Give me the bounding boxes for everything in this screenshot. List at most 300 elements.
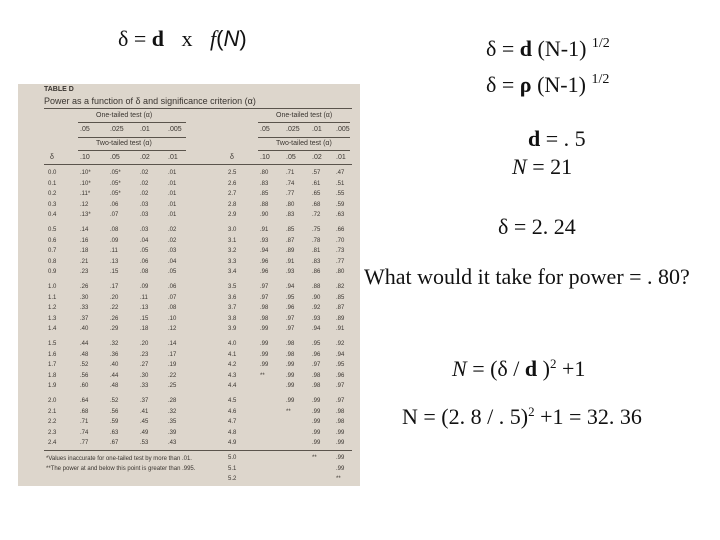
power-cell: .44 bbox=[80, 341, 89, 347]
power-cell: .96 bbox=[286, 305, 295, 312]
power-cell: .25 bbox=[168, 383, 177, 390]
d-value: . 5 bbox=[563, 126, 586, 151]
power-cell: ** bbox=[260, 372, 265, 379]
power-cell: .97 bbox=[260, 284, 269, 290]
power-cell: .71 bbox=[80, 419, 89, 426]
equals-sign: = bbox=[526, 154, 551, 179]
power-cell: .27 bbox=[140, 362, 149, 369]
power-cell: .01 bbox=[168, 170, 177, 176]
power-cell: .99 bbox=[336, 440, 345, 447]
power-cell: .93 bbox=[260, 237, 269, 244]
delta-cell: 2.7 bbox=[228, 191, 237, 198]
power-cell: .98 bbox=[312, 383, 321, 390]
delta-cell: 3.3 bbox=[228, 258, 237, 265]
divide-sign: / bbox=[507, 356, 525, 381]
exponent: 1/2 bbox=[591, 36, 610, 51]
power-cell: .95 bbox=[286, 294, 295, 301]
delta-cell: 3.4 bbox=[228, 269, 237, 276]
power-cell: .59 bbox=[336, 201, 345, 208]
effect-size-d: d bbox=[151, 26, 165, 51]
power-cell: .97 bbox=[336, 383, 345, 390]
power-cell: .10 bbox=[168, 315, 177, 322]
left-one-alpha-3: .01 bbox=[140, 126, 150, 133]
right-one-alpha-4: .005 bbox=[336, 126, 350, 133]
power-table-scan bbox=[18, 84, 360, 486]
power-cell: .52 bbox=[110, 398, 119, 404]
given-d-value bbox=[528, 126, 586, 152]
power-cell: .03 bbox=[140, 212, 149, 219]
delta-cell: 1.0 bbox=[48, 284, 57, 290]
power-cell: .99 bbox=[260, 351, 269, 358]
power-cell: .51 bbox=[336, 180, 345, 187]
power-cell: .53 bbox=[140, 440, 149, 447]
power-cell: .43 bbox=[168, 440, 177, 447]
power-cell: .04 bbox=[140, 237, 149, 244]
power-cell: .99 bbox=[336, 465, 345, 472]
delta-cell: 0.4 bbox=[48, 212, 57, 219]
power-cell: .30 bbox=[80, 294, 89, 301]
delta-cell: 0.9 bbox=[48, 269, 57, 276]
power-cell: .97 bbox=[336, 398, 345, 404]
delta-symbol: δ bbox=[118, 26, 129, 51]
power-cell: .88 bbox=[260, 201, 269, 208]
power-cell: .11 bbox=[110, 248, 118, 255]
power-cell: .81 bbox=[312, 248, 321, 255]
power-cell: .99 bbox=[286, 372, 295, 379]
power-cell: .14 bbox=[80, 227, 89, 233]
left-two-alpha-4: .01 bbox=[168, 154, 178, 161]
delta-cell: 0.7 bbox=[48, 248, 57, 255]
power-cell: .01 bbox=[168, 191, 177, 198]
delta-cell: 1.9 bbox=[48, 383, 57, 390]
left-two-alpha-1: .10 bbox=[80, 154, 90, 161]
power-cell: .65 bbox=[312, 191, 321, 198]
delta-cell: 1.7 bbox=[48, 362, 57, 369]
sample-size-result bbox=[402, 404, 642, 430]
power-cell: .03 bbox=[140, 201, 149, 208]
power-cell: .96 bbox=[336, 372, 345, 379]
function-argument: (N) bbox=[216, 26, 247, 51]
power-cell: .30 bbox=[140, 372, 149, 379]
power-cell: .10* bbox=[80, 170, 91, 176]
power-cell: .13* bbox=[80, 212, 91, 219]
power-cell: .23 bbox=[80, 269, 89, 276]
formula-open: = ( bbox=[466, 356, 498, 381]
left-two-alpha-2: .05 bbox=[110, 154, 120, 161]
power-cell: .94 bbox=[260, 248, 269, 255]
power-cell: .47 bbox=[336, 170, 345, 176]
delta-cell: 2.4 bbox=[48, 440, 57, 447]
power-cell: .28 bbox=[168, 398, 177, 404]
delta-symbol: δ bbox=[498, 214, 509, 239]
power-cell: .08 bbox=[140, 269, 149, 276]
power-cell: .18 bbox=[80, 248, 89, 255]
power-cell: .06 bbox=[110, 201, 119, 208]
delta-cell: 2.6 bbox=[228, 180, 237, 187]
power-cell: .99 bbox=[260, 362, 269, 369]
delta-symbol: δ bbox=[486, 36, 497, 61]
power-cell: .12 bbox=[168, 326, 177, 333]
power-cell: .88 bbox=[312, 284, 321, 290]
power-cell: .12 bbox=[80, 201, 89, 208]
power-cell: .85 bbox=[260, 191, 269, 198]
power-cell: .99 bbox=[312, 408, 321, 415]
delta-value: 2. 24 bbox=[531, 214, 576, 239]
power-cell: .60 bbox=[80, 383, 89, 390]
power-question: What would it take for power = . 80? bbox=[364, 264, 690, 289]
power-cell: .73 bbox=[336, 248, 345, 255]
power-cell: .06 bbox=[168, 284, 177, 290]
power-cell: .40 bbox=[80, 326, 89, 333]
power-cell: .32 bbox=[168, 408, 177, 415]
function-f: f bbox=[210, 26, 217, 51]
delta-cell: 5.1 bbox=[228, 465, 237, 472]
power-cell: .99 bbox=[312, 398, 321, 404]
right-one-alpha-1: .05 bbox=[260, 126, 270, 133]
power-cell: .09 bbox=[110, 237, 119, 244]
delta-cell: 3.1 bbox=[228, 237, 237, 244]
power-cell: .21 bbox=[80, 258, 89, 265]
power-cell: .99 bbox=[286, 398, 295, 404]
power-cell: .86 bbox=[312, 269, 321, 276]
delta-cell: 5.0 bbox=[228, 455, 237, 461]
power-cell: .03 bbox=[168, 248, 177, 255]
power-cell: .91 bbox=[336, 326, 345, 333]
power-cell: .98 bbox=[286, 351, 295, 358]
left-one-alpha-2: .025 bbox=[110, 126, 124, 133]
power-cell: .94 bbox=[286, 284, 295, 290]
power-cell: .94 bbox=[312, 326, 321, 333]
power-cell: .10* bbox=[80, 180, 91, 187]
equals-sign: = bbox=[496, 72, 520, 97]
power-cell: .11* bbox=[80, 191, 91, 198]
formula-tail: +1 bbox=[556, 356, 586, 381]
power-cell: .17 bbox=[168, 351, 177, 358]
delta-cell: 1.6 bbox=[48, 351, 57, 358]
power-cell: .29 bbox=[110, 326, 119, 333]
exponent: 1/2 bbox=[591, 72, 610, 87]
power-cell: .01 bbox=[168, 201, 177, 208]
power-cell: .99 bbox=[260, 326, 269, 333]
delta-cell: 0.1 bbox=[48, 180, 57, 187]
power-cell: .83 bbox=[260, 180, 269, 187]
delta-cell: 2.5 bbox=[228, 170, 237, 176]
delta-definition-formula bbox=[118, 26, 247, 52]
equals-sign: = bbox=[508, 214, 532, 239]
equals-sign: = bbox=[496, 36, 520, 61]
power-cell: .97 bbox=[312, 362, 321, 369]
power-cell: .90 bbox=[312, 294, 321, 301]
exponent: 2 bbox=[550, 356, 557, 371]
table-label: TABLE D bbox=[44, 86, 74, 93]
delta-cell: 4.5 bbox=[228, 398, 237, 404]
delta-cell: 0.0 bbox=[48, 170, 57, 176]
power-cell: .01 bbox=[168, 212, 177, 219]
delta-cell: 3.5 bbox=[228, 284, 237, 290]
power-cell: .61 bbox=[312, 180, 321, 187]
power-cell: .11 bbox=[140, 294, 148, 301]
power-cell: .99 bbox=[312, 429, 321, 436]
delta-cell: 0.8 bbox=[48, 258, 57, 265]
power-cell: .16 bbox=[80, 237, 89, 244]
times-sign: x bbox=[181, 26, 193, 51]
power-cell: .94 bbox=[336, 351, 345, 358]
power-cell: .63 bbox=[110, 429, 119, 436]
power-cell: .02 bbox=[140, 191, 149, 198]
power-cell: .77 bbox=[286, 191, 295, 198]
left-one-tailed-header: One-tailed test (α) bbox=[96, 112, 153, 119]
delta-cell: 4.8 bbox=[228, 429, 237, 436]
power-cell: .70 bbox=[336, 237, 345, 244]
left-delta-header: δ bbox=[50, 154, 54, 161]
power-cell: .02 bbox=[168, 227, 177, 233]
power-cell: .91 bbox=[286, 258, 295, 265]
power-cell: .48 bbox=[80, 351, 89, 358]
power-cell: .08 bbox=[110, 227, 119, 233]
power-cell: .80 bbox=[260, 170, 269, 176]
delta-cell: 4.1 bbox=[228, 351, 237, 358]
power-cell: .49 bbox=[140, 429, 149, 436]
equals-sign: = bbox=[540, 126, 564, 151]
power-cell: .33 bbox=[80, 305, 89, 312]
delta-cell: 2.3 bbox=[48, 429, 57, 436]
result-lhs: N = (2. 8 / . 5) bbox=[402, 404, 529, 429]
power-cell: .80 bbox=[286, 201, 295, 208]
power-cell: .99 bbox=[336, 455, 345, 461]
power-cell: .87 bbox=[336, 305, 345, 312]
power-cell: .72 bbox=[312, 212, 321, 219]
power-cell: .98 bbox=[260, 315, 269, 322]
power-cell: .44 bbox=[110, 372, 119, 379]
delta-cell: 4.4 bbox=[228, 383, 237, 390]
delta-cell: 2.9 bbox=[228, 212, 237, 219]
table-title: Power as a function of δ and significance criterion (α) bbox=[44, 96, 256, 106]
power-cell: .99 bbox=[260, 341, 269, 347]
delta-cell: 0.2 bbox=[48, 191, 57, 198]
sample-term: (N-1) bbox=[532, 36, 592, 61]
rho-symbol: ρ bbox=[519, 72, 532, 97]
sample-term: (N-1) bbox=[531, 72, 592, 97]
power-cell: .56 bbox=[110, 408, 119, 415]
delta-cell: 0.5 bbox=[48, 227, 57, 233]
power-cell: .26 bbox=[80, 284, 89, 290]
power-cell: .98 bbox=[312, 372, 321, 379]
power-cell: .68 bbox=[80, 408, 89, 415]
right-one-tailed-header: One-tailed test (α) bbox=[276, 112, 333, 119]
power-cell: .78 bbox=[312, 237, 321, 244]
delta-cell: 4.3 bbox=[228, 372, 237, 379]
delta-cell: 3.0 bbox=[228, 227, 237, 233]
delta-cell: 3.6 bbox=[228, 294, 237, 301]
power-cell: .52 bbox=[80, 362, 89, 369]
power-cell: .80 bbox=[336, 269, 345, 276]
delta-cell: 0.3 bbox=[48, 201, 57, 208]
delta-formula-d bbox=[486, 36, 610, 62]
power-cell: .05* bbox=[110, 180, 121, 187]
delta-cell: 1.3 bbox=[48, 315, 57, 322]
delta-cell: 0.6 bbox=[48, 237, 57, 244]
power-cell: .97 bbox=[286, 315, 295, 322]
power-cell: .36 bbox=[110, 351, 119, 358]
right-two-alpha-4: .01 bbox=[336, 154, 346, 161]
power-cell: .77 bbox=[336, 258, 345, 265]
delta-cell: 3.7 bbox=[228, 305, 237, 312]
delta-cell: 2.1 bbox=[48, 408, 57, 415]
delta-cell: 2.0 bbox=[48, 398, 57, 404]
n-value: 21 bbox=[550, 154, 573, 179]
delta-cell: 1.8 bbox=[48, 372, 57, 379]
power-cell: ** bbox=[336, 476, 341, 483]
sample-size-n: N bbox=[512, 154, 527, 179]
power-cell: .22 bbox=[110, 305, 119, 312]
power-cell: .05* bbox=[110, 170, 121, 176]
power-cell: .95 bbox=[336, 362, 345, 369]
delta-cell: 4.0 bbox=[228, 341, 237, 347]
delta-symbol: δ bbox=[497, 356, 508, 381]
power-cell: .74 bbox=[286, 180, 295, 187]
formula-close: ) bbox=[537, 356, 550, 381]
power-cell: .59 bbox=[110, 419, 119, 426]
power-cell: .98 bbox=[336, 408, 345, 415]
power-cell: .57 bbox=[312, 170, 321, 176]
power-cell: .37 bbox=[140, 398, 149, 404]
power-cell: .63 bbox=[336, 212, 345, 219]
delta-cell: 2.2 bbox=[48, 419, 57, 426]
power-cell: .45 bbox=[140, 419, 149, 426]
effect-size-d: d bbox=[519, 36, 533, 61]
table-footnote-1: *Values inaccurate for one-tailed test by more than .01. bbox=[46, 456, 192, 462]
delta-cell: 3.8 bbox=[228, 315, 237, 322]
power-cell: .37 bbox=[80, 315, 89, 322]
power-cell: .96 bbox=[260, 258, 269, 265]
left-one-alpha-1: .05 bbox=[80, 126, 90, 133]
power-cell: .20 bbox=[110, 294, 119, 301]
right-two-alpha-3: .02 bbox=[312, 154, 322, 161]
power-cell: .89 bbox=[286, 248, 295, 255]
power-cell: .97 bbox=[286, 326, 295, 333]
delta-formula-rho bbox=[486, 72, 609, 98]
power-cell: .75 bbox=[312, 227, 321, 233]
given-n-value bbox=[512, 154, 572, 180]
effect-size-d: d bbox=[524, 356, 538, 381]
delta-cell: 1.1 bbox=[48, 294, 57, 301]
power-cell: .15 bbox=[110, 269, 119, 276]
power-cell: .13 bbox=[110, 258, 119, 265]
power-cell: .06 bbox=[140, 258, 149, 265]
power-cell: .32 bbox=[110, 341, 119, 347]
power-cell: .56 bbox=[80, 372, 89, 379]
power-cell: .35 bbox=[168, 419, 177, 426]
delta-cell: 5.2 bbox=[228, 476, 237, 483]
table-footnote-2: **The power at and below this point is greater than .995. bbox=[46, 466, 196, 472]
delta-cell: 1.2 bbox=[48, 305, 57, 312]
power-cell: .01 bbox=[168, 180, 177, 187]
power-cell: .71 bbox=[286, 170, 295, 176]
power-cell: .23 bbox=[140, 351, 149, 358]
right-two-alpha-1: .10 bbox=[260, 154, 270, 161]
delta-cell: 3.2 bbox=[228, 248, 237, 255]
power-cell: .87 bbox=[286, 237, 295, 244]
power-cell: .13 bbox=[140, 305, 149, 312]
power-cell: .17 bbox=[110, 284, 119, 290]
power-cell: .18 bbox=[140, 326, 149, 333]
power-cell: .64 bbox=[80, 398, 89, 404]
power-cell: .04 bbox=[168, 258, 177, 265]
power-cell: .96 bbox=[260, 269, 269, 276]
power-cell: .48 bbox=[110, 383, 119, 390]
power-cell: .92 bbox=[336, 341, 345, 347]
power-cell: .05 bbox=[140, 248, 149, 255]
power-cell: .99 bbox=[336, 429, 345, 436]
power-cell: .96 bbox=[312, 351, 321, 358]
power-cell: .93 bbox=[286, 269, 295, 276]
power-cell: .03 bbox=[140, 227, 149, 233]
power-cell: .89 bbox=[336, 315, 345, 322]
power-cell: .82 bbox=[336, 284, 345, 290]
power-cell: .67 bbox=[110, 440, 119, 447]
sample-size-formula bbox=[452, 356, 585, 382]
power-cell: .05 bbox=[168, 269, 177, 276]
delta-result bbox=[498, 214, 576, 240]
effect-size-d: d bbox=[528, 126, 541, 151]
power-cell: .99 bbox=[286, 362, 295, 369]
power-cell: .83 bbox=[312, 258, 321, 265]
power-cell: .55 bbox=[336, 191, 345, 198]
power-cell: .97 bbox=[260, 294, 269, 301]
result-tail: +1 = 32. 36 bbox=[534, 404, 642, 429]
delta-cell: 2.8 bbox=[228, 201, 237, 208]
left-two-tailed-header: Two-tailed test (α) bbox=[96, 140, 152, 147]
power-cell: .68 bbox=[312, 201, 321, 208]
right-delta-header: δ bbox=[230, 154, 234, 161]
power-cell: .98 bbox=[336, 419, 345, 426]
power-cell: .93 bbox=[312, 315, 321, 322]
delta-cell: 4.6 bbox=[228, 408, 237, 415]
delta-cell: 3.9 bbox=[228, 326, 237, 333]
power-cell: .83 bbox=[286, 212, 295, 219]
delta-cell: 4.7 bbox=[228, 419, 237, 426]
power-cell: .99 bbox=[312, 419, 321, 426]
power-cell: .41 bbox=[140, 408, 149, 415]
power-cell: .22 bbox=[168, 372, 177, 379]
power-cell: .90 bbox=[260, 212, 269, 219]
power-cell: .39 bbox=[168, 429, 177, 436]
power-cell: .05* bbox=[110, 191, 121, 198]
left-one-alpha-4: .005 bbox=[168, 126, 182, 133]
right-one-alpha-2: .025 bbox=[286, 126, 300, 133]
power-cell: .08 bbox=[168, 305, 177, 312]
equals-sign: = bbox=[128, 26, 152, 51]
power-cell: .14 bbox=[168, 341, 177, 347]
delta-symbol: δ bbox=[486, 72, 497, 97]
sample-size-n: N bbox=[452, 356, 467, 381]
power-cell: .99 bbox=[286, 383, 295, 390]
power-cell: .09 bbox=[140, 284, 149, 290]
right-two-alpha-2: .05 bbox=[286, 154, 296, 161]
delta-cell: 1.5 bbox=[48, 341, 57, 347]
power-cell: .74 bbox=[80, 429, 89, 436]
power-cell: .98 bbox=[286, 341, 295, 347]
delta-cell: 4.9 bbox=[228, 440, 237, 447]
power-cell: .91 bbox=[260, 227, 269, 233]
power-cell: .66 bbox=[336, 227, 345, 233]
power-cell: ** bbox=[286, 408, 291, 415]
delta-cell: 1.4 bbox=[48, 326, 57, 333]
power-cell: .85 bbox=[286, 227, 295, 233]
power-cell: .02 bbox=[140, 180, 149, 187]
delta-cell: 4.2 bbox=[228, 362, 237, 369]
left-two-alpha-3: .02 bbox=[140, 154, 150, 161]
